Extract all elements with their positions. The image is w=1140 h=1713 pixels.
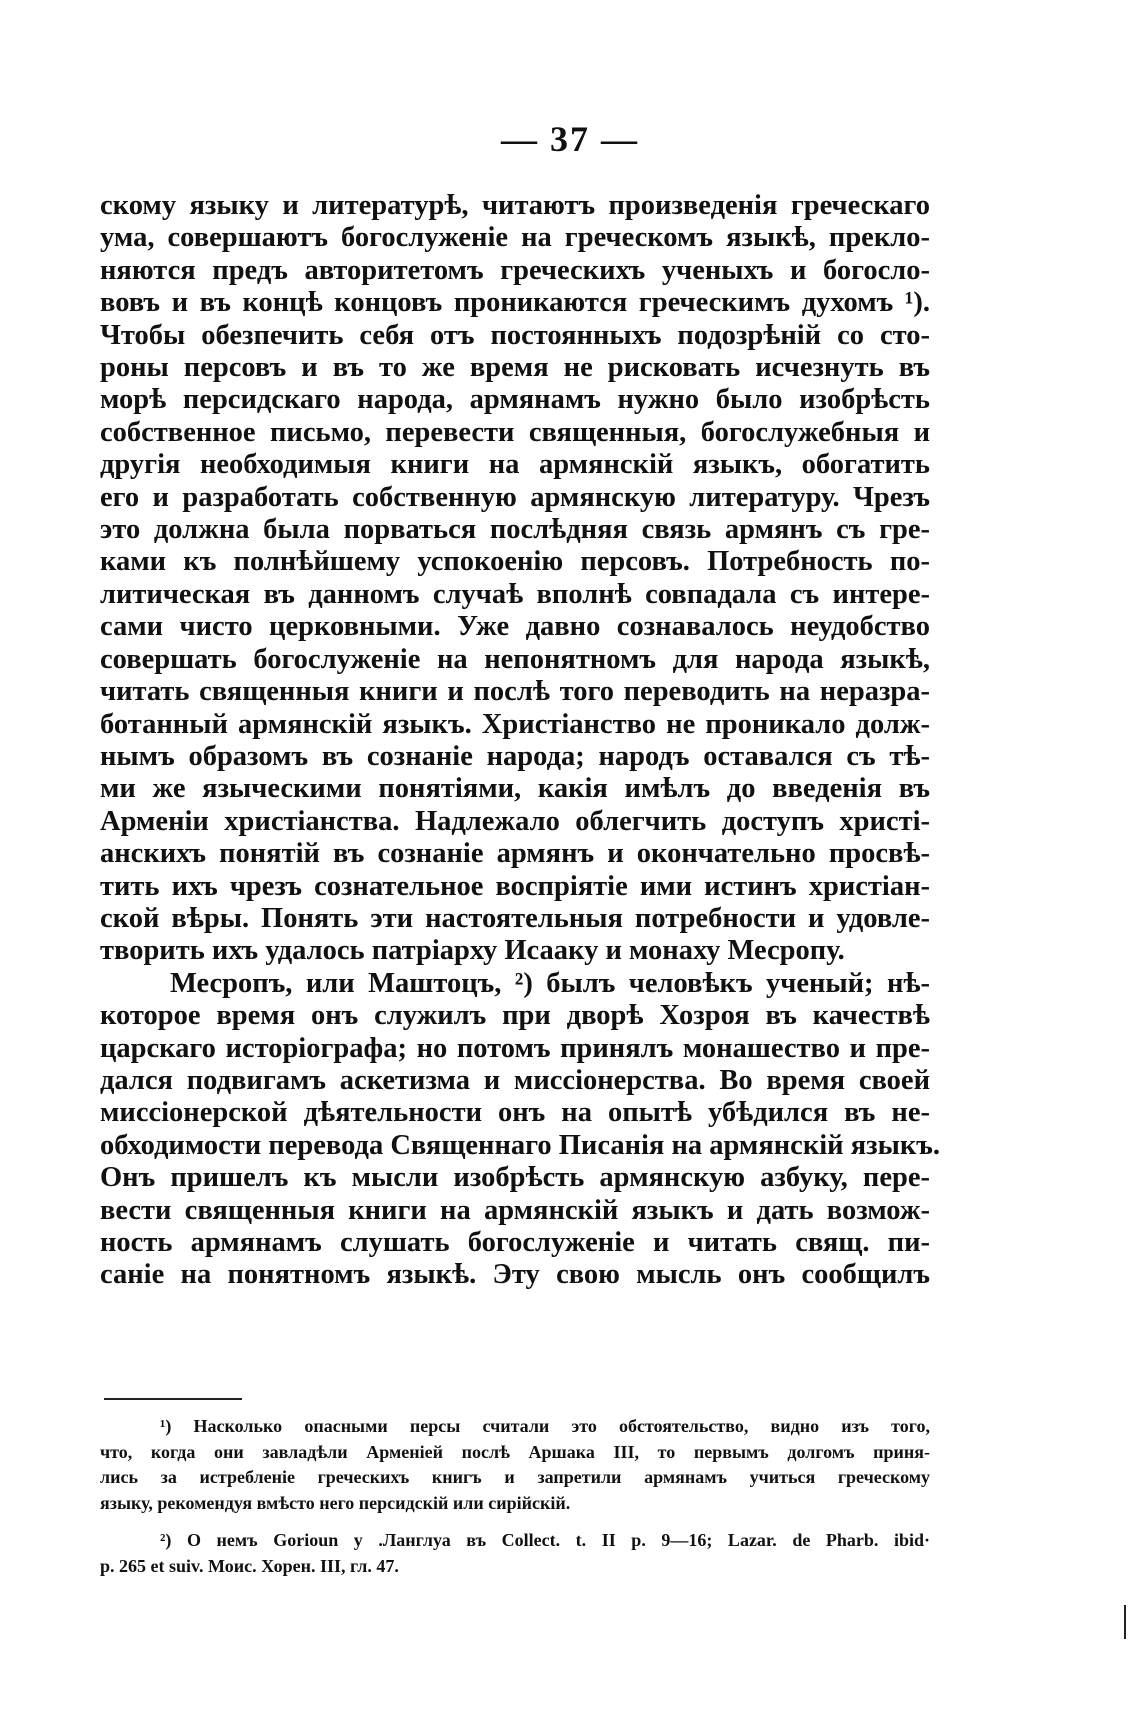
text-line: Месропъ, или Маштоцъ, ²) былъ человѣкъ ученый; нѣ- [170,967,930,999]
footnote-line: что, когда они завладѣли Арменіей послѣ Аршака III, то первымъ долгомъ приня- [100,1441,930,1462]
text-line: творить ихъ удалось патріарху Исааку и монаху Месропу. [100,935,845,967]
text-line: тить ихъ чрезъ сознательное воспріятіе ими истинъ христіан- [100,870,930,902]
footnote-line: р. 265 et suiv. Моис. Хорен. III, гл. 47. [100,1555,399,1576]
paragraph-2 [100,967,940,1292]
footnote-1 [100,1414,930,1516]
body-text [100,190,940,1292]
page-number: — 37 — [501,119,639,159]
text-line: ума, совершаютъ богослуженіе на греческомъ языкѣ, прекло- [100,222,930,254]
footnote-line: ¹) Насколько опасными персы считали это обстоятельство, видно изъ того, [160,1416,930,1436]
text-line: Онъ пришелъ къ мысли изобрѣсть армянскую азбуку, пере- [100,1162,930,1194]
paragraph-1 [100,190,930,968]
text-line: саніе на понятномъ языкѣ. Эту свою мысль онъ сообщилъ [100,1259,930,1291]
footnotes [100,1414,930,1591]
text-line: Чтобы обезпечить себя отъ постоянныхъ подозрѣній со сто- [100,319,930,351]
text-line: вести священныя книги на армянскій языкъ и дать возмож- [100,1194,930,1226]
text-line: ками къ полнѣйшему успокоенію персовъ. Потребность по- [100,546,930,578]
footnote-line: лись за истребленіе греческихъ книгъ и запретили армянамъ учиться греческому [100,1467,930,1487]
text-line: совершать богослуженіе на непонятномъ для народа языкѣ, [100,643,930,675]
text-line: морѣ персидскаго народа, армянамъ нужно было изобрѣсть [100,384,930,416]
text-line: няются предъ авторитетомъ греческихъ ученыхъ и богосло- [100,254,930,286]
text-line: читать священныя книги и послѣ того переводить на неразра- [100,676,930,708]
text-line: ской вѣры. Понять эти настоятельныя потребности и удовле- [100,902,930,934]
text-line: ботанный армянскій языкъ. Христіанство не проникало долж- [100,708,930,740]
text-line: обходимости перевода Священнаго Писанія на армянскій языкъ. [100,1129,940,1161]
text-line: ми же языческими понятіями, какія имѣлъ до введенія въ [100,773,930,805]
text-line: роны персовъ и въ то же время не рисковать исчезнуть въ [100,352,930,384]
footnote-2 [100,1528,930,1579]
text-line: вовъ и въ концѣ концовъ проникаются греческимъ духомъ ¹). [100,287,930,319]
page-edge-mark [1124,1605,1126,1639]
text-line: дался подвигамъ аскетизма и миссіонерства. Во время своей [100,1064,930,1096]
text-line: это должна была порваться послѣдняя связь армянъ съ гре- [100,514,930,546]
text-line: сами чисто церковными. Уже давно сознавалось неудобство [100,611,930,643]
text-line: Арменіи христіанства. Надлежало облегчить доступъ христі- [100,805,930,837]
text-line: ность армянамъ слушать богослуженіе и читать свящ. пи- [100,1227,930,1258]
text-line: анскихъ понятій въ сознаніе армянъ и окончательно просвѣ- [100,838,930,870]
text-line: царскаго исторіографа; но потомъ принялъ монашество и пре- [100,1032,930,1064]
text-line: литическая въ данномъ случаѣ вполнѣ совпадала съ интере- [100,578,930,610]
text-line: миссіонерской дѣятельности онъ на опытѣ убѣдился въ не- [100,1097,930,1129]
text-line: которое время онъ служилъ при дворѣ Хозроя въ качествѣ [100,1000,930,1032]
text-line: его и разработать собственную армянскую литературу. Чрезъ [100,481,930,513]
text-line: скому языку и литературѣ, читаютъ произведенія греческаго [100,190,930,221]
footnote-line: ²) О немъ Goriоun y .Ланглуа въ Collect. t. II р. 9—16; Lazar. de Pharb. ibid· [160,1530,930,1550]
text-line: другія необходимыя книги на армянскій языкъ, обогатить [100,449,930,481]
footnote-line: языку, рекомендуя вмѣсто него персидскій или сирійскій. [100,1492,571,1513]
footnote-rule [104,1398,242,1400]
text-line: собственное письмо, перевести священныя, богослужебныя и [100,416,930,448]
text-line: нымъ образомъ въ сознаніе народа; народъ оставался съ тѣ- [100,740,930,772]
